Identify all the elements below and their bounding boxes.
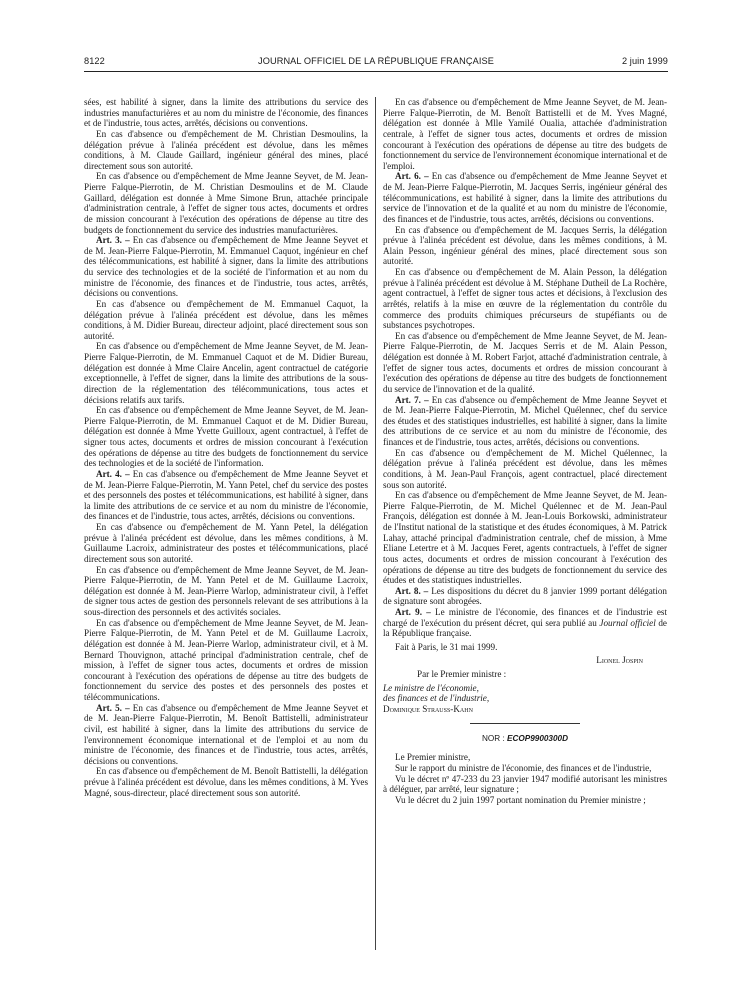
separator — [470, 723, 580, 724]
column-divider — [375, 97, 376, 950]
article-label: Art. 5. – — [96, 702, 130, 713]
by-prime-minister: Par le Premier ministre : — [417, 669, 507, 680]
article-label: Art. 7. – — [395, 394, 429, 405]
right-column — [383, 97, 667, 957]
minister-title-line1: Le ministre de l'économie, — [383, 682, 479, 693]
paragraph: En cas d'absence ou d'empêchement de M. Yann Petel, la délégation prévue à l'alinéa précédent est dévolue, dans les mêmes conditions, à M. Guillaume Lacroix, administrateur des postes et télécommunications, placé directement sous son autorité. — [84, 522, 368, 564]
paragraph: En cas d'absence ou d'empêchement de Mme Jeanne Seyvet, de M. Jean-Pierre Falque-Pierrotin, de M. Yann Petel et de M. Guillaume Lacroix, délégation est donnée à M. Jean-Pierre Warlop, administrateur civil, et à M. Bernard Thouvignon, attaché principal d'administration centrale, chef de mission, à l'effet de signer tous actes, documents et ordres de mission concourant à l'exécution des opérations de dépense au titre des budgets de fonctionnement du service des postes et des personnels des postes et télécommunications. — [84, 617, 368, 702]
article-text: En cas d'absence ou d'empêchement de Mme Jeanne Seyvet et de M. Jean-Pierre Falque-Pierrotin, M. Emmanuel Caquot, ingénieur en chef des télécommunications, est habilité à signer, dans la limite des attributions du service des technologies et de la société de l'information et au nom du ministre de l'économie, des finances et de l'industrie, tous actes, arrêtés, décisions ou conventions. — [84, 235, 368, 299]
article-8 — [383, 586, 667, 607]
signatory: Lionel Jospin — [596, 654, 643, 665]
paragraph: sées, est habilité à signer, dans la limite des attributions du service des industries manufacturières et au nom du ministre de l'économie, des finances et de l'industrie, tous actes, arrêtés, décisions ou conventions. — [84, 97, 368, 129]
paragraph: En cas d'absence ou d'empêchement de Mme Jeanne Seyvet, de M. Jean-Pierre Falque-Pierrotin, de M. Christian Desmoulins et de M. Claude Gaillard, délégation est donnée à Mme Simone Brun, attachée principale d'administration centrale, à l'effet de signer tous actes, documents et ordres de mission concourant à l'exécution des opérations de dépense au titre des budgets de fonctionnement du service des industries manufacturières. — [84, 171, 368, 235]
paragraph: En cas d'absence ou d'empêchement de Mme Jeanne Seyvet, de M. Jean-Pierre Falque-Pierrotin, de M. Michel Quélennec et de M. Jean-Paul François, délégation est donnée à M. Jean-Louis Borkowski, administrateur de l'Institut national de la statistique et des études économiques, à M. Patrick Lahay, attaché principal d'administration centrale, chef de mission, à Mme Eliane Letertre et à M. Jacques Feret, agents contractuels, à l'effet de signer tous actes, documents et ordres de mission concourant à l'exécution des opérations de dépense au titre des budgets de fonctionnement du service des études et des statistiques industrielles. — [383, 490, 667, 586]
paragraph: En cas d'absence ou d'empêchement de M. Jacques Serris, la délégation prévue à l'alinéa précédent est dévolue, dans les mêmes conditions, à M. Alain Pesson, ingénieur général des mines, placé directement sous son autorité. — [383, 224, 667, 267]
page-number: 8122 — [84, 56, 105, 66]
article-text: Le ministre de l'économie, des finances et de l'industrie est chargé de l'exécution du présent décret, qui sera publié au — [383, 607, 667, 628]
article-label: Art. 9. – — [395, 607, 431, 617]
article-text-end: de la République française. — [383, 617, 667, 639]
paragraph: En cas d'absence ou d'empêchement de M. Emmanuel Caquot, la délégation prévue à l'alinéa précédent est dévolue, dans les mêmes conditions, à M. Didier Bureau, directeur adjoint, placé directement sous son autorité. — [84, 298, 368, 341]
paragraph: En cas d'absence ou d'empêchement de Mme Jeanne Seyvet, de M. Jean-Pierre Falque-Pierrotin, de M. Yann Petel et de M. Guillaume Lacroix, délégation est donnée à M. Jean-Pierre Warlop, administrateur civil, à l'effet de signer tous actes de gestion des personnels relevant de ses attributions à la sous-direction des personnels et des activités sociales. — [84, 564, 368, 617]
nor-reference — [383, 734, 667, 745]
paragraph: En cas d'absence ou d'empêchement de M. Alain Pesson, la délégation prévue à l'alinéa précédent est dévolue à M. Stéphane Dutheil de La Rochère, agent contractuel, à l'effet de signer tous actes et décisions, à l'exclusion des arrêtés, relatifs à la mise en œuvre de la réglementation du contrôle du commerce des produits chimiques précurseurs de stupéfiants ou de substances psychotropes. — [383, 267, 667, 331]
paragraph: En cas d'absence ou d'empêchement de Mme Jeanne Seyvet, de M. Jean-Pierre Falque-Pierrotin, de M. Jacques Serris et de M. Alain Pesson, délégation est donnée à M. Robert Farjot, attaché d'administration centrale, à l'effet de signer tous actes, documents et ordres de mission concourant à l'exécution des opérations de dépense au titre des budgets de fonctionnement du service de l'innovation et de la qualité. — [383, 330, 667, 394]
article-label: Art. 6. – — [395, 171, 429, 182]
article-5 — [84, 703, 368, 767]
minister-title-line2: des finances et de l'industrie, — [383, 693, 490, 704]
article-text: En cas d'absence ou d'empêchement de Mme Jeanne Seyvet et de M. Jean-Pierre Falque-Pierrotin, M. Michel Quélennec, chef du service des études et des statistiques industrielles, est habilité à signer, dans la limite des attributions de ce service et au nom du ministre de l'économie, des finances et de l'industrie, tous actes, arrêtés, décisions ou conventions. — [383, 394, 667, 447]
paragraph: En cas d'absence ou d'empêchement de Mme Jeanne Seyvet, de M. Jean-Pierre Falque-Pierrotin, de M. Benoît Battistelli et de M. Yves Magné, délégation est donnée à Mlle Yamilé Oualia, attachée d'administration centrale, à l'effet de signer tous actes, documents et ordres de mission concourant à l'exécution des opérations de dépense au titre des budgets de fonctionnement du service de l'environnement économique international et de l'emploi. — [383, 97, 667, 171]
article-9 — [383, 607, 667, 639]
article-4 — [84, 469, 368, 522]
article-7 — [383, 395, 667, 448]
article-text: Les dispositions du décret du 8 janvier 1999 portant délégation de signature sont abrogées. — [383, 585, 667, 607]
article-text: En cas d'absence ou d'empêchement de Mme Jeanne Seyvet et de M. Jean-Pierre Falque-Pierrotin, M. Jacques Serris, ingénieur général des télécommunications, est habilité à signer, dans la limite des attributions du service de l'innovation et de la qualité et au nom du ministre de l'économie, des finances et de l'industrie, tous actes, arrêtés, décisions ou conventions. — [383, 171, 667, 224]
article-label: Art. 8. – — [395, 585, 429, 596]
page-header — [84, 56, 668, 70]
issue-date: 2 juin 1999 — [621, 56, 668, 66]
article-6 — [383, 171, 667, 224]
minister-name: Dominique Strauss-Kahn — [383, 704, 473, 714]
paragraph: En cas d'absence ou d'empêchement de Mme Jeanne Seyvet, de M. Jean-Pierre Falque-Pierrotin, de M. Emmanuel Caquot et de M. Didier Bureau, délégation est donnée à Mme Claire Ancelin, agent contractuel de catégorie exceptionnelle, à l'effet de signer, dans la limite des attributions de la sous-direction de la réglementation des télécommunications, tous actes et décisions relatifs aux tarifs. — [84, 341, 368, 405]
journal-title: JOURNAL OFFICIEL DE LA RÉPUBLIQUE FRANÇAISE — [258, 56, 494, 66]
article-label: Art. 3. – — [96, 235, 130, 246]
paragraph: Le Premier ministre, — [395, 752, 471, 763]
paragraph: Vu le décret du 2 juin 1997 portant nomination du Premier ministre ; — [395, 794, 646, 805]
paragraph: En cas d'absence ou d'empêchement de M. Michel Quélennec, la délégation prévue à l'alinéa précédent est dévolue, dans les mêmes conditions, à M. Jean-Paul François, agent contractuel, placé directement sous son autorité. — [383, 447, 667, 490]
done-at: Fait à Paris, le 31 mai 1999. — [395, 641, 498, 652]
nor-label: NOR : — [481, 733, 508, 743]
paragraph: Sur le rapport du ministre de l'économie, des finances et de l'industrie, — [395, 762, 652, 773]
article-text: En cas d'absence ou d'empêchement de Mme Jeanne Seyvet et de M. Jean-Pierre Falque-Pierrotin, M. Yann Petel, chef du service des postes et des personnels des postes et télécommunications, est habilité à signer, dans la limite des attributions de ce service et au nom du ministre de l'économie, des finances et de l'industrie, tous actes, arrêtés, décisions ou conventions. — [84, 468, 368, 522]
paragraph: Vu le décret nº 47-233 du 23 janvier 1947 modifié autorisant les ministres à déléguer, par arrêté, leur signature ; — [383, 773, 667, 795]
article-3 — [84, 235, 368, 299]
paragraph: En cas d'absence ou d'empêchement de M. Christian Desmoulins, la délégation prévue à l'alinéa précédent est dévolue, dans les mêmes conditions, à M. Claude Gaillard, ingénieur général des mines, placé directement sous son autorité. — [84, 128, 368, 171]
article-text: En cas d'absence ou d'empêchement de Mme Jeanne Seyvet et de M. Jean-Pierre Falque-Pierrotin, M. Benoît Battistelli, administrateur civil, est habilité à signer, dans la limite des attributions du service de l'environnement économique international et de l'emploi et au nom du ministre de l'économie, des finances et de l'industrie, tous actes, arrêtés, décisions ou conventions. — [84, 702, 368, 766]
nor-code: ECOP9900300D — [507, 733, 569, 743]
paragraph: En cas d'absence ou d'empêchement de Mme Jeanne Seyvet, de M. Jean-Pierre Falque-Pierrotin, de M. Emmanuel Caquot et de M. Didier Bureau, délégation est donnée à Mme Yvette Guilloux, agent contractuel, à l'effet de signer tous actes, documents et ordres de mission concourant à l'exécution des opérations de dépense au titre des budgets de fonctionnement du service des technologies et de la société de l'information. — [84, 405, 368, 469]
header-rule — [84, 71, 668, 72]
article-label: Art. 4. – — [96, 468, 130, 479]
left-column — [84, 97, 368, 957]
paragraph: En cas d'absence ou d'empêchement de M. Benoît Battistelli, la délégation prévue à l'alinéa précédent est dévolue, dans les mêmes conditions, à M. Yves Magné, sous-directeur, placé directement sous son autorité. — [84, 766, 368, 798]
journal-reference: Journal officiel — [599, 617, 656, 628]
